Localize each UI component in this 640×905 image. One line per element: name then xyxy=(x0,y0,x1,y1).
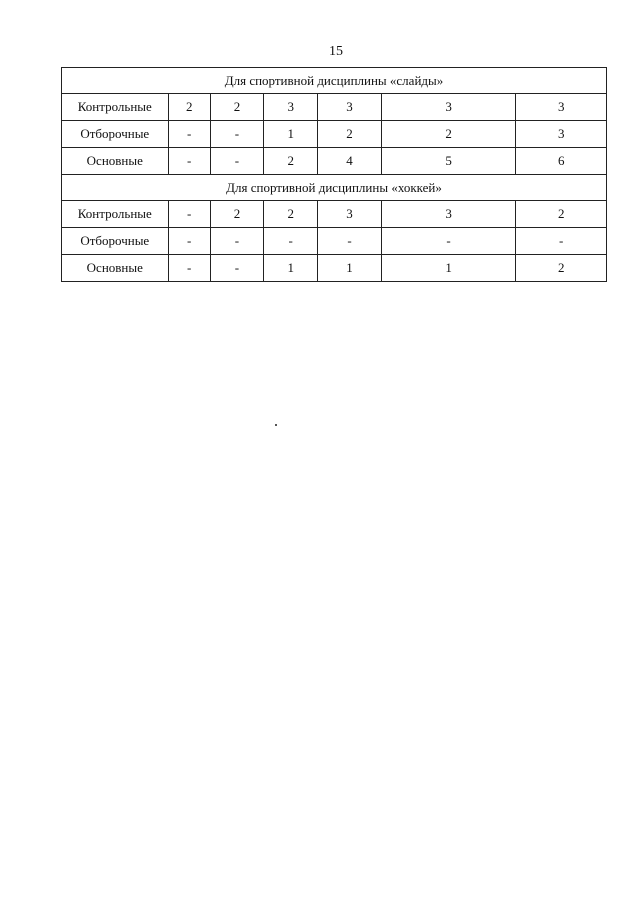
table-cell: 4 xyxy=(318,148,381,175)
row-label: Отборочные xyxy=(62,228,169,255)
table-cell: 3 xyxy=(516,121,607,148)
table-cell: - xyxy=(210,228,263,255)
table-cell: 2 xyxy=(516,201,607,228)
table-row xyxy=(62,228,607,255)
competitions-table xyxy=(61,67,607,282)
table-cell: 3 xyxy=(264,94,318,121)
table-cell: - xyxy=(168,255,210,282)
table-cell: 3 xyxy=(516,94,607,121)
table-cell: 1 xyxy=(381,255,516,282)
table-cell: 2 xyxy=(264,148,318,175)
table-cell: 6 xyxy=(516,148,607,175)
table-cell: 2 xyxy=(210,201,263,228)
row-label: Основные xyxy=(62,255,169,282)
table-cell: 2 xyxy=(210,94,263,121)
table-cell: 2 xyxy=(264,201,318,228)
table-row xyxy=(62,255,607,282)
section-title: Для спортивной дисциплины «хоккей» xyxy=(62,175,607,201)
table-cell: 1 xyxy=(264,255,318,282)
table-cell: - xyxy=(210,255,263,282)
table-cell: - xyxy=(210,121,263,148)
row-label: Основные xyxy=(62,148,169,175)
table-row xyxy=(62,121,607,148)
table-cell: - xyxy=(168,148,210,175)
table-cell: 2 xyxy=(516,255,607,282)
table-cell: 1 xyxy=(318,255,381,282)
row-label: Контрольные xyxy=(62,94,169,121)
table-cell: 1 xyxy=(264,121,318,148)
table-cell: - xyxy=(168,121,210,148)
section-title: Для спортивной дисциплины «слайды» xyxy=(62,68,607,94)
table-cell: 2 xyxy=(318,121,381,148)
table-cell: 3 xyxy=(318,94,381,121)
table-cell: - xyxy=(168,201,210,228)
table-cell: - xyxy=(381,228,516,255)
table-cell: 2 xyxy=(381,121,516,148)
row-label: Отборочные xyxy=(62,121,169,148)
table-cell: 3 xyxy=(318,201,381,228)
table-row xyxy=(62,201,607,228)
table-cell: 2 xyxy=(168,94,210,121)
table-cell: 3 xyxy=(381,94,516,121)
table-cell: - xyxy=(264,228,318,255)
scan-speck xyxy=(275,424,277,426)
table-row xyxy=(62,148,607,175)
table-cell: 3 xyxy=(381,201,516,228)
table-cell: - xyxy=(168,228,210,255)
table-cell: - xyxy=(210,148,263,175)
table-cell: 5 xyxy=(381,148,516,175)
page-number: 15 xyxy=(329,44,343,59)
table-cell: - xyxy=(516,228,607,255)
row-label: Контрольные xyxy=(62,201,169,228)
table-cell: - xyxy=(318,228,381,255)
section-header-slides xyxy=(62,68,607,94)
table-row xyxy=(62,94,607,121)
section-header-hockey xyxy=(62,175,607,201)
